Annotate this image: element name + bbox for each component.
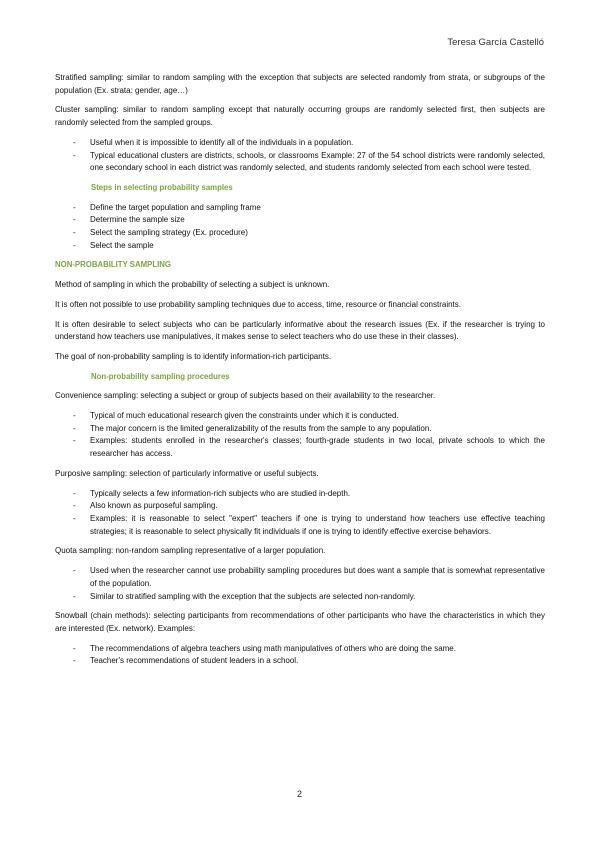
page-header-author: Teresa García Castelló	[447, 37, 544, 48]
list-item: - Typically selects a few information-rich subjects who are studied in-depth.	[90, 488, 545, 501]
paragraph-snowball-sampling: Snowball (chain methods): selecting participants from recommendations of other participants who have the characteristics in which they are interested (Ex. network). Examples:	[55, 611, 545, 633]
list-item: - Also known as purposeful sampling.	[90, 500, 545, 513]
list-item: - Useful when it is impossible to identify all of the individuals in a population.	[90, 137, 545, 150]
paragraph: Method of sampling in which the probability of selecting a subject is unknown.	[55, 280, 330, 290]
convenience-sampling-list	[55, 410, 545, 461]
list-item: - Teacher's recommendations of student leaders in a school.	[90, 655, 545, 668]
list-item: - Define the target population and sampling frame	[90, 202, 545, 215]
paragraph: The goal of non-probability sampling is to identify information-rich participants.	[55, 351, 332, 361]
purposive-sampling-list	[55, 488, 545, 539]
quota-sampling-list	[55, 565, 545, 603]
page-number: 2	[296, 789, 302, 799]
list-item: - Examples: students enrolled in the researcher's classes; fourth-grade students in two local, private schools to which the researcher has access.	[90, 435, 545, 460]
paragraph-quota-sampling: Quota sampling: non-random sampling representative of a larger population.	[55, 546, 326, 556]
paragraph: It is often not possible to use probability sampling techniques due to access, time, resource or financial constraints.	[55, 299, 461, 309]
document-body	[55, 72, 545, 675]
probability-steps-list	[55, 202, 545, 253]
paragraph-stratified-sampling: Stratified sampling: similar to random sampling with the exception that subjects are selected randomly from strata, or subgroups of the population (Ex. strata: gender, age…)	[55, 73, 545, 95]
list-item: - Examples: it is reasonable to select "expert" teachers if one is trying to understand how teachers use effective teaching strategies; it is reasonable to select physically fit individuals if one is trying to identify effective exercise behaviors.	[90, 513, 545, 538]
list-item: - Typical of much educational research given the constraints under which it is conducted.	[90, 410, 545, 423]
list-item: - Select the sample	[90, 240, 545, 253]
list-item: - Similar to stratified sampling with the exception that the subjects are selected non-randomly.	[90, 591, 545, 604]
list-item: - The major concern is the limited generalizability of the results from the sample to any population.	[90, 423, 545, 436]
list-item: - Used when the researcher cannot use probability sampling procedures but does want a sample that is somewhat representative of the population.	[90, 565, 545, 590]
subheading-non-probability-procedures: Non-probability sampling procedures	[91, 371, 230, 381]
paragraph-cluster-sampling: Cluster sampling: similar to random sampling except that naturally occurring groups are randomly selected first, then subjects are randomly selected from the sampled groups.	[55, 105, 545, 128]
list-item: - Determine the sample size	[90, 214, 545, 227]
snowball-sampling-list	[55, 643, 545, 668]
section-heading-non-probability: NON-PROBABILITY SAMPLING	[55, 260, 171, 270]
list-item: - The recommendations of algebra teachers using math manipulatives of others who are doing the same.	[90, 643, 545, 656]
paragraph: It is often desirable to select subjects who can be particularly informative about the research issues (Ex. if the researcher is trying to understand how teachers use manipulatives, it makes sense to select teachers who do use these in their classes).	[55, 319, 545, 342]
cluster-sampling-list	[55, 137, 545, 175]
list-item: - Select the sampling strategy (Ex. procedure)	[90, 227, 545, 240]
paragraph-convenience-sampling: Convenience sampling: selecting a subject or group of subjects based on their availability to the researcher.	[55, 391, 436, 401]
paragraph-purposive-sampling: Purposive sampling: selection of particularly informative or useful subjects.	[55, 468, 319, 478]
subheading-probability-steps: Steps in selecting probability samples	[91, 182, 233, 192]
list-item: - Typical educational clusters are districts, schools, or classrooms Example: 27 of the 54 school districts were randomly selected, one secondary school in each district was randomly selected, and students randomly selected from each school were tested.	[90, 150, 545, 175]
